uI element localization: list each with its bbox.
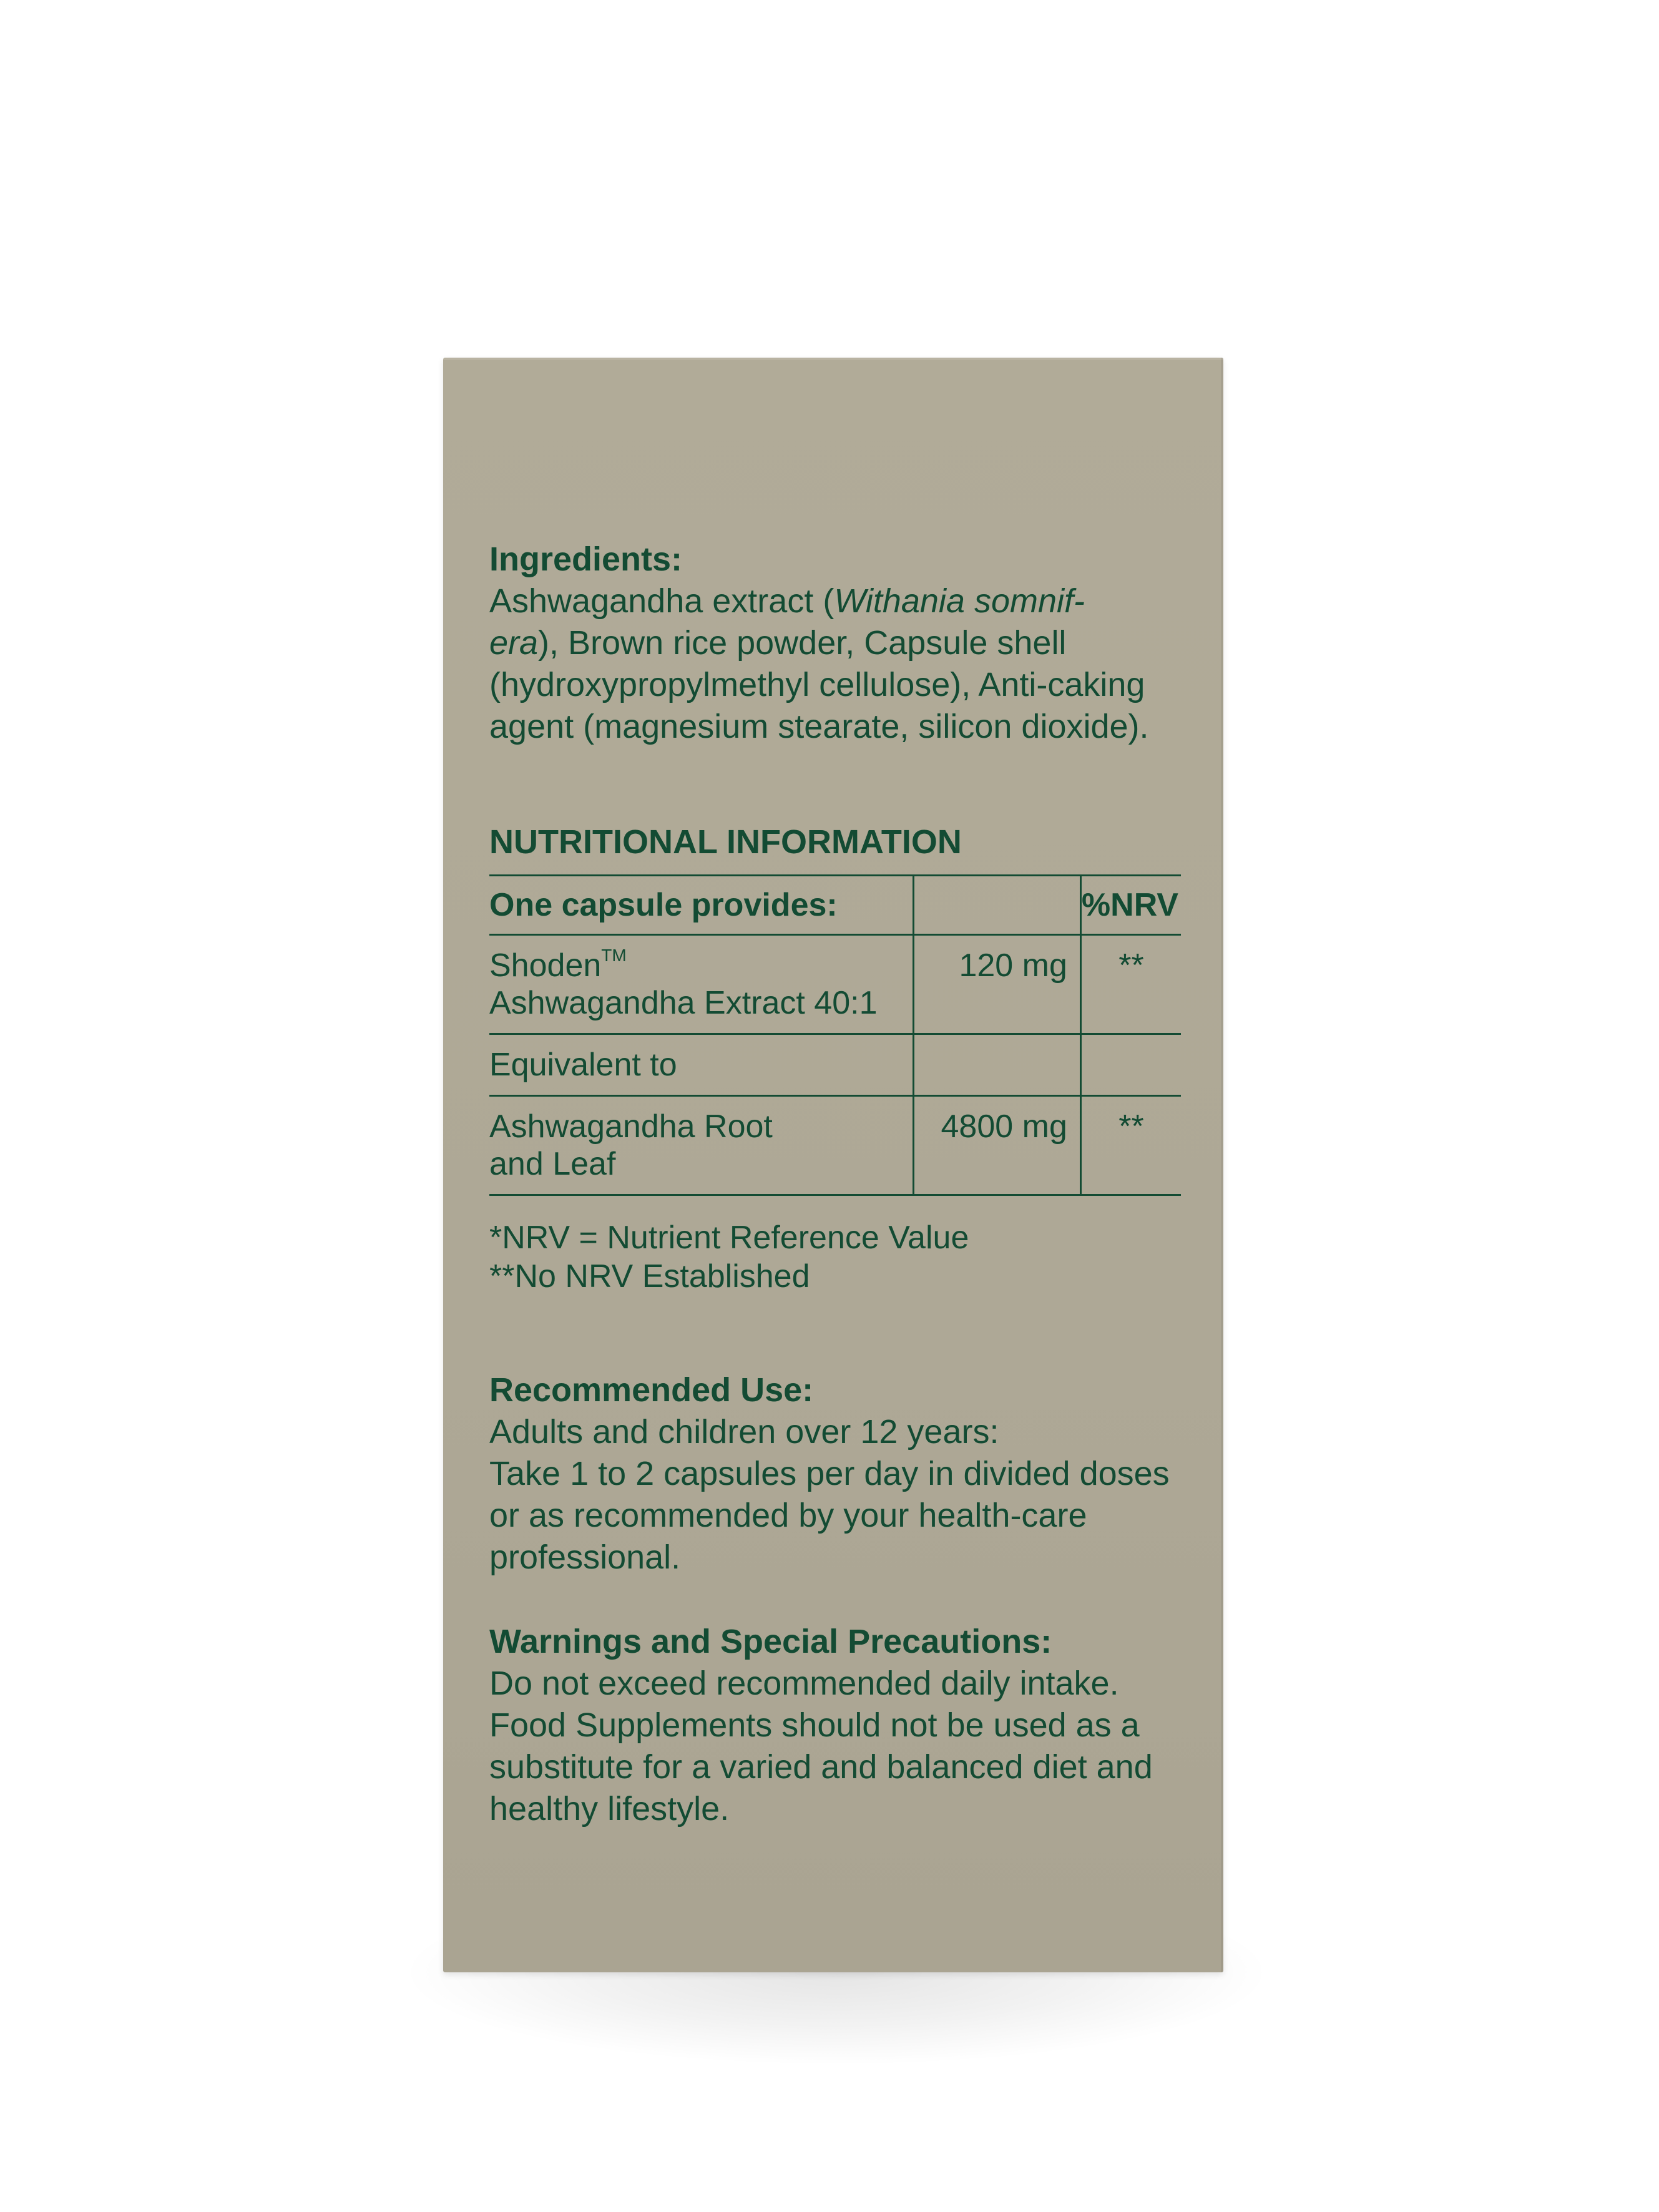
ingredients-heading: Ingredients: bbox=[489, 541, 683, 578]
recommended-use-section bbox=[489, 1369, 1201, 1578]
warnings-section bbox=[489, 1621, 1201, 1830]
row-name: Equivalent to bbox=[489, 1034, 914, 1096]
row-nrv: ** bbox=[1080, 935, 1181, 1034]
row-name-line1: Shoden bbox=[489, 947, 602, 984]
recommended-use-text: Take 1 to 2 capsules per day in divided doses or as recommended by your health-care professional. bbox=[489, 1455, 1170, 1576]
box-top-edge bbox=[443, 358, 1223, 360]
ingredients-text-post: ), Brown rice powder, Capsule shell (hydroxypropylmethyl cellulose), Anti-caking agent (magnesium stearate, silicon dioxide). bbox=[489, 624, 1149, 745]
label-content bbox=[489, 539, 1201, 1830]
box-right-edge bbox=[1221, 358, 1223, 1972]
row-name bbox=[489, 1096, 914, 1195]
ingredients-text-pre: Ashwagandha extract ( bbox=[489, 582, 834, 620]
row-nrv: ** bbox=[1080, 1096, 1181, 1195]
row-name-line2: and Leaf bbox=[489, 1146, 616, 1182]
nutrition-title: NUTRITIONAL INFORMATION bbox=[489, 823, 962, 861]
ingredients-section bbox=[489, 539, 1201, 748]
row-amount: 120 mg bbox=[914, 935, 1081, 1034]
warnings-text: Do not exceed recommended daily intake. Food Supplements should not be used as a substitute for a varied and balanced diet and healthy lifestyle. bbox=[489, 1665, 1153, 1828]
row-amount bbox=[914, 1034, 1081, 1096]
row-name-line1: Ashwagandha Root bbox=[489, 1108, 773, 1145]
trademark-mark: TM bbox=[601, 945, 627, 965]
table-row bbox=[489, 1096, 1181, 1195]
nutrition-section bbox=[489, 821, 1201, 1296]
footnote-nrv-definition: *NRV = Nutrient Reference Value bbox=[489, 1220, 969, 1256]
table-row bbox=[489, 935, 1181, 1034]
footnote-no-nrv: **No NRV Established bbox=[489, 1258, 810, 1294]
ingredients-latin-name: Withania somnif- era bbox=[489, 582, 1085, 662]
nutrition-table bbox=[489, 874, 1181, 1196]
recommended-use-audience: Adults and children over 12 years: bbox=[489, 1413, 999, 1451]
warnings-heading: Warnings and Special Precautions: bbox=[489, 1623, 1052, 1660]
row-name bbox=[489, 935, 914, 1034]
table-header-amount bbox=[914, 876, 1081, 935]
row-name-line2: Ashwagandha Extract 40:1 bbox=[489, 985, 878, 1021]
row-amount: 4800 mg bbox=[914, 1096, 1081, 1195]
ingredients-text bbox=[489, 580, 1201, 748]
table-row bbox=[489, 1034, 1181, 1096]
table-header-provides: One capsule provides: bbox=[489, 876, 914, 935]
nutrition-footnotes bbox=[489, 1218, 1201, 1296]
table-header-nrv: %NRV bbox=[1080, 876, 1181, 935]
product-box-side-panel bbox=[443, 358, 1223, 1972]
table-header-row bbox=[489, 876, 1181, 935]
row-nrv bbox=[1080, 1034, 1181, 1096]
recommended-use-heading: Recommended Use: bbox=[489, 1371, 814, 1409]
